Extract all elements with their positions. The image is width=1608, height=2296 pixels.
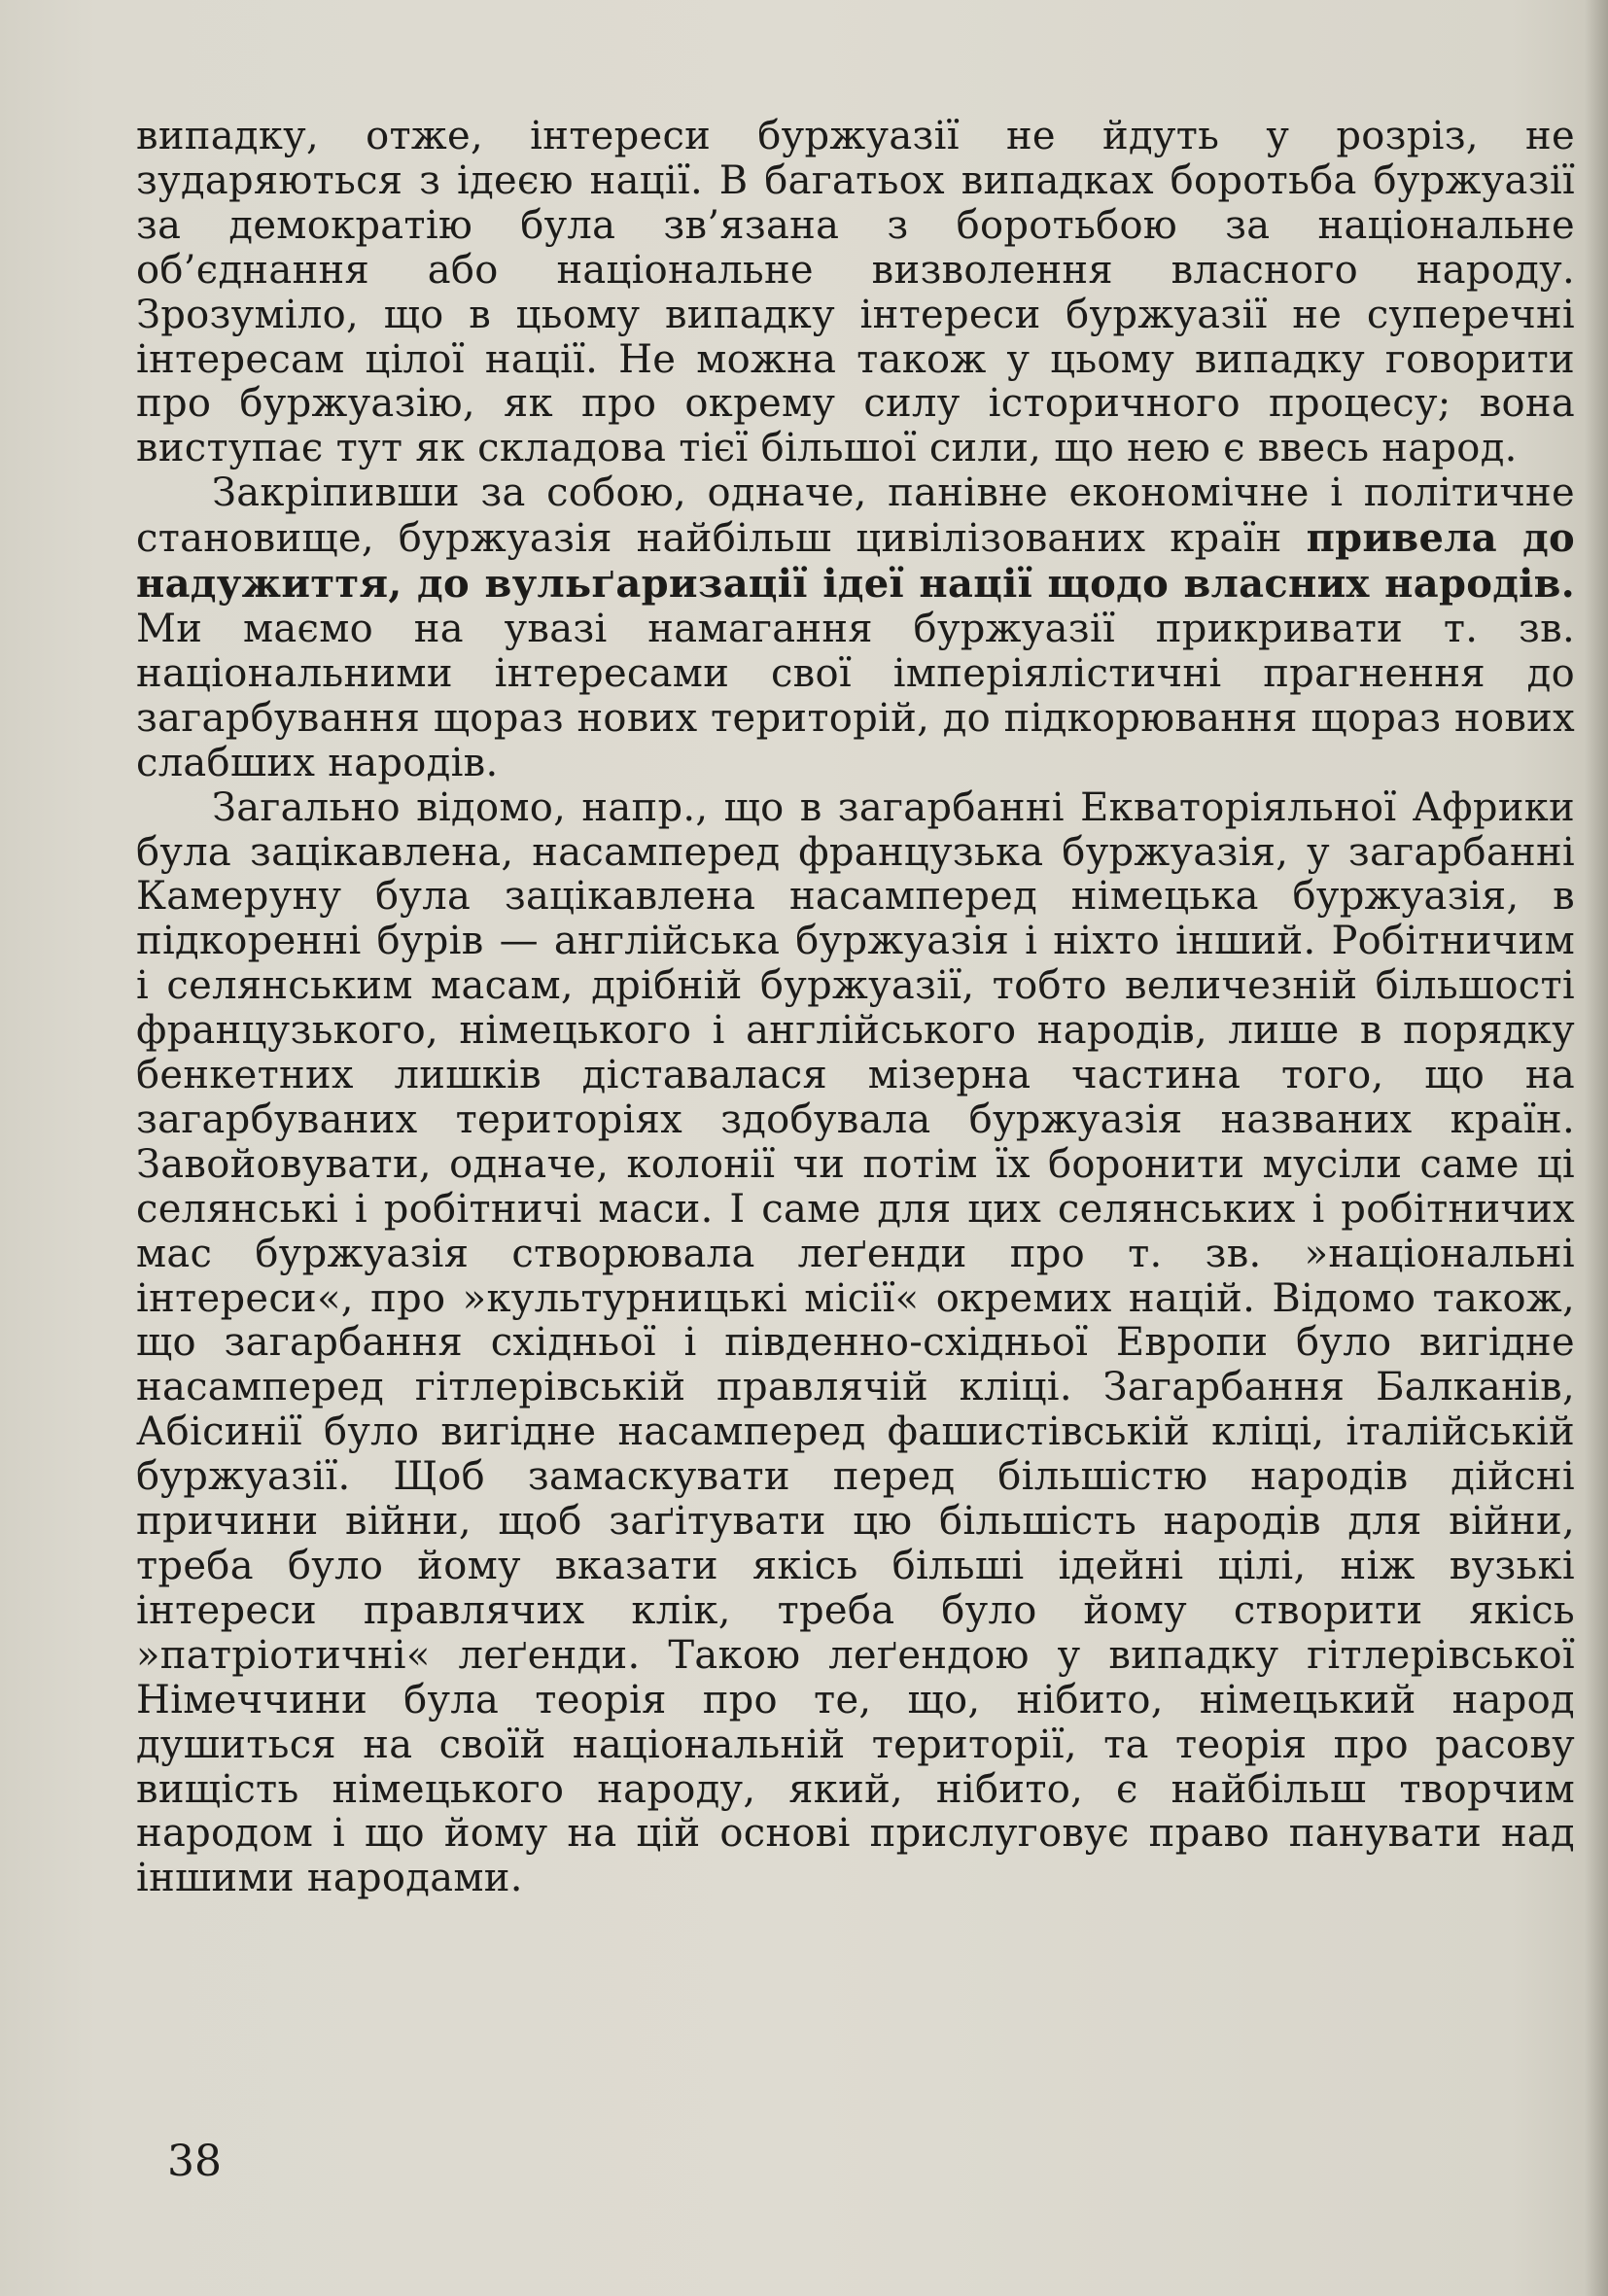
paragraph-2-bold-emphasis: привела до надужиття, до вульґаризації ідеї нації щодо власних народів. [136,515,1576,608]
body-text [136,115,1575,1901]
paragraph-3-text: Загально відомо, напр., що в загарбанні Екваторіяльної Африки була зацікавлена, насамперед французька буржуазія, у загарбанні Камеруну була зацікавлена насамперед німецька буржуазія, в підкоренні бурів — англійська буржуазія і ніхто інший. Робітничим і селянським масам, дрібній буржуазії, тобто величезній більшості французького, німецького і англійського народів, лише в порядку бенкетних лишків діставалася мізерна частина того, що на загарбуваних територіях здобувала буржуазія названих країн. Завойовувати, одначе, колонії чи потім їх боронити мусіли саме ці селянські і робітничі маси. І саме для цих селянських і робітничих мас буржуазія створювала леґенди про т. зв. »національні інтереси«, про »культурницькі місії« окремих націй. Відомо також, що загарбання східньої і південно-східньої Европи було вигідне насамперед гітлерівській правлячій кліці. Загарбання Балканів, Абісинії було вигідне насамперед фашистівській кліці, італійській буржуазії. Щоб замаскувати перед більшістю народів дійсні причини війни, щоб заґітувати цю більшість народів для війни, треба було йому вказати якісь більші ідейні цілі, ніж вузькі інтереси правлячих клік, треба було йому створити якісь »патріотичні« леґенди. Такою леґендою у випадку гітлерівської Німеччини була теорія про те, що, нібито, німецький народ душиться на своїй національній території, та теорія про расову вищість німецького народу, який, нібито, є найбільш творчим народом і що йому на цій основі прислуговує право панувати над іншими народами. [136,784,1575,1901]
spine-shadow [1585,0,1608,2296]
paragraph-2-text-start: Закріпивши за собою, одначе, панівне економічне і політичне становище, буржуазія найбільш цивілізованих країн [136,470,1575,562]
paragraph-2 [136,471,1575,785]
paragraph-1 [136,115,1575,471]
paragraph-1-text: випадку, отже, інтереси буржуазії не йдуть у розріз, не зударяються з ідеєю нації. В багатьох випадках боротьба буржуазії за демократію була зв’язана з боротьбою за національне об’єднання або національне визволення власного народу. Зрозуміло, що в цьому випадку інтереси буржуазії не суперечні інтересам цілої нації. Не можна також у цьому випадку говорити про буржуазію, як про окрему силу історичного процесу; вона виступає тут як складова тієї більшої сили, що нею є ввесь народ. [136,114,1575,471]
page-number: 38 [167,2137,222,2186]
paragraph-2-text-end: Ми маємо на увазі намагання буржуазії прикривати т. зв. національними інтересами свої імперіялістичні прагнення до загарбування щораз нових територій, до підкорювання щораз нових слабших народів. [136,606,1575,785]
paragraph-3 [136,786,1575,1902]
